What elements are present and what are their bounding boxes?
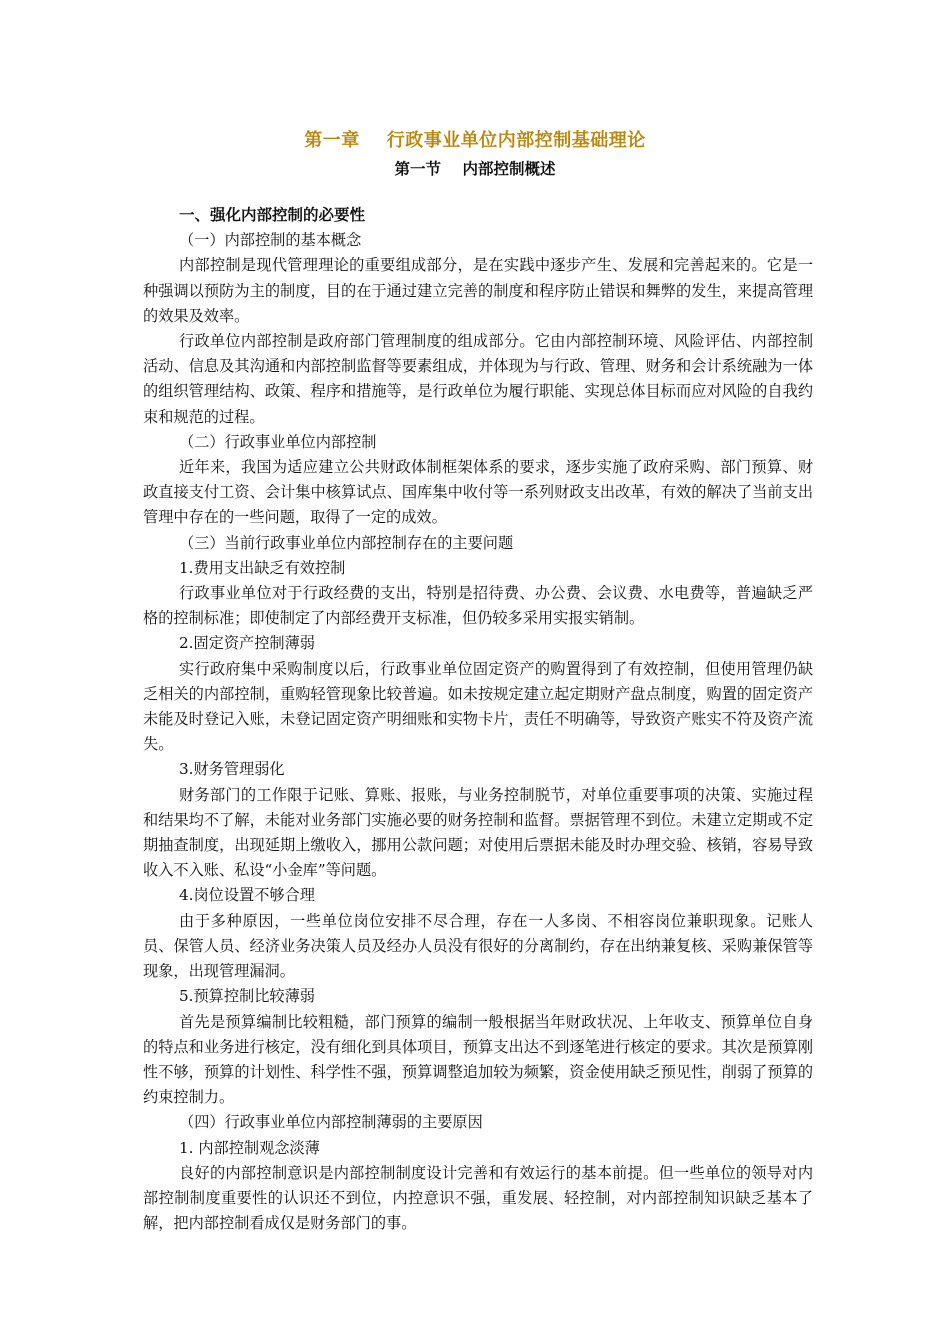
- list-item-heading: 3.财务管理弱化: [179, 760, 285, 779]
- paragraph: 实行政府集中采购制度以后，行政事业单位固定资产的购置得到了有效控制，但使用管理仍缺乏相关的内部控制，重购轻管现象比较普遍。如未按规定建立起定期财产盘点制度，购置的固定资产未能及时登记入账，未登记固定资产明细账和实物卡片，责任不明确等，导致资产账实不符及资产流失。: [143, 659, 813, 754]
- list-item-heading: 5.预算控制比较薄弱: [179, 987, 315, 1006]
- chapter-title: 第一章 行政事业单位内部控制基础理论: [304, 130, 646, 151]
- subheading-current-problems: （三）当前行政事业单位内部控制存在的主要问题: [179, 533, 514, 552]
- list-item-heading: 2.固定资产控制薄弱: [179, 634, 315, 653]
- paragraph: 行政单位内部控制是政府部门管理制度的组成部分。它由内部控制环境、风险评估、内部控制活动、信息及其沟通和内部控制监督等要素组成，并体现为与行政、管理、财务和会计系统融为一体的组织管理结构、政策、程序和措施等，是行政单位为履行职能、实现总体目标而应对风险的自我约束和规范的过程。: [143, 332, 813, 426]
- section-title: 第一节 内部控制概述: [394, 160, 556, 178]
- paragraph: 行政事业单位对于行政经费的支出，特别是招待费、办公费、会议费、水电费等，普遍缺乏严格的控制标准；即使制定了内部经费开支标准，但仍较多采用实报实销制。: [143, 584, 813, 628]
- paragraph: 良好的内部控制意识是内部控制制度设计完善和有效运行的基本前提。但一些单位的领导对内部控制制度重要性的认识还不到位，内控意识不强，重发展、轻控制，对内部控制知识缺乏基本了解，把内部控制看成仅是财务部门的事。: [143, 1163, 813, 1233]
- heading-necessity: 一、强化内部控制的必要性: [179, 206, 366, 224]
- list-item-heading: 1.费用支出缺乏有效控制: [179, 558, 346, 577]
- paragraph: 首先是预算编制比较粗糙，部门预算的编制一般根据当年财政状况、上年收支、预算单位自身的特点和业务进行核定，没有细化到具体项目，预算支出达不到逐笔进行核定的要求。其次是预算刚性不够，预算的计划性、科学性不强，预算调整追加较为频繁，资金使用缺乏预见性，削弱了预算的约束控制力。: [143, 1012, 813, 1107]
- document-body: [143, 203, 813, 1236]
- paragraph: 内部控制是现代管理理论的重要组成部分，是在实践中逐步产生、发展和完善起来的。它是一种强调以预防为主的制度，目的在于通过建立完善的制度和程序防止错误和舞弊的发生，来提高管理的效果及效率。: [143, 256, 813, 325]
- paragraph: 财务部门的工作限于记账、算账、报账，与业务控制脱节，对单位重要事项的决策、实施过程和结果均不了解，未能对业务部门实施必要的财务控制和监督。票据管理不到位。未建立定期或不定期抽查制度，出现延期上缴收入，挪用公款问题；对使用后票据未能及时办理交验、核销，容易导致收入不入账、私设“小金库”等问题。: [143, 785, 813, 880]
- subheading-admin-internal-control: （二）行政事业单位内部控制: [179, 432, 377, 451]
- subheading-main-causes: （四）行政事业单位内部控制薄弱的主要原因: [179, 1113, 483, 1132]
- list-item-heading: 4.岗位设置不够合理: [179, 886, 315, 905]
- subheading-basic-concept: （一）内部控制的基本概念: [179, 231, 362, 250]
- list-item-heading: 1. 内部控制观念淡薄: [179, 1138, 320, 1157]
- paragraph: 由于多种原因，一些单位岗位安排不尽合理，存在一人多岗、不相容岗位兼职现象。记账人员、保管人员、经济业务决策人员及经办人员没有很好的分离制约，存在出纳兼复核、采购兼保管等现象，出现管理漏洞。: [143, 911, 813, 981]
- paragraph: 近年来，我国为适应建立公共财政体制框架体系的要求，逐步实施了政府采购、部门预算、财政直接支付工资、会计集中核算试点、国库集中收付等一系列财政支出改革，有效的解决了当前支出管理中存在的一些问题，取得了一定的成效。: [143, 458, 813, 527]
